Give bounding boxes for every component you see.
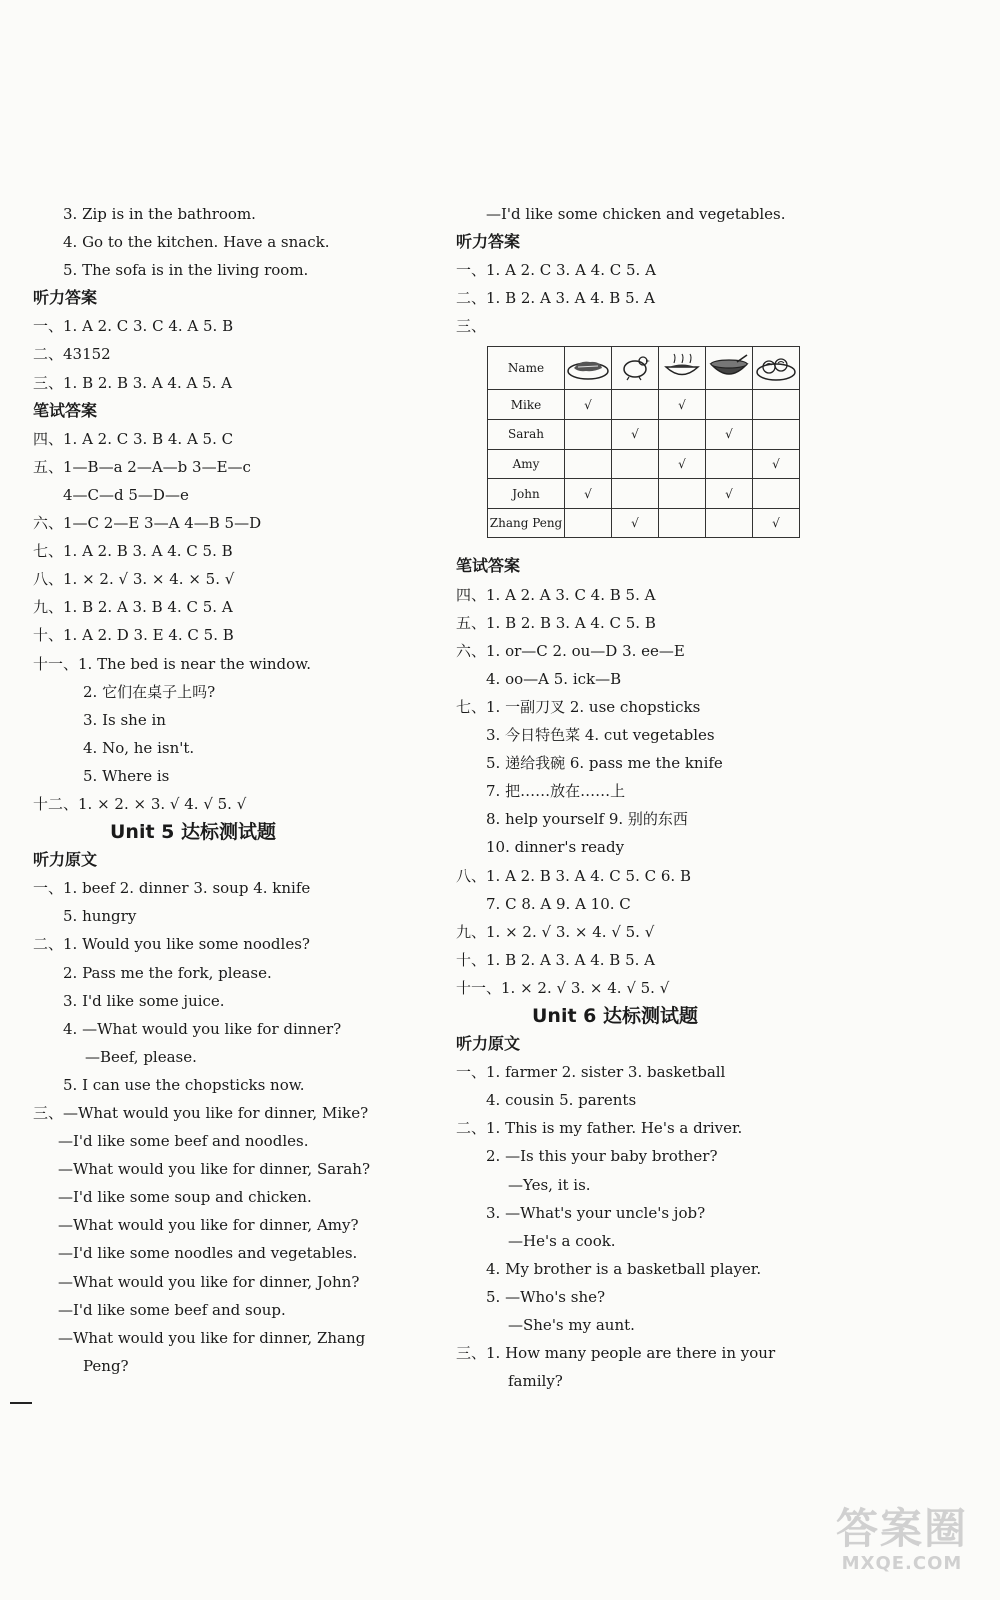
table-header-food-4 <box>753 347 800 390</box>
text-line: 二、1. Would you like some noodles? <box>33 935 310 954</box>
table-cell-empty <box>565 420 612 450</box>
vegetables-icon <box>754 371 798 385</box>
text-line: —I'd like some soup and chicken. <box>58 1188 312 1207</box>
table-row <box>488 390 800 420</box>
table-cell-check: √ <box>612 420 659 450</box>
text-line: 5. 递给我碗 6. pass me the knife <box>486 754 723 773</box>
text-line: family? <box>508 1372 563 1391</box>
text-line: 二、1. B 2. A 3. A 4. B 5. A <box>456 289 656 308</box>
table-cell-empty <box>612 449 659 479</box>
text-line: 三、 <box>456 317 487 336</box>
text-line: 九、1. × 2. √ 3. × 4. √ 5. √ <box>456 922 655 941</box>
watermark-logo-text: 答案圈 <box>835 1504 968 1553</box>
section-heading: 笔试答案 <box>456 556 521 576</box>
table-header-food-3 <box>706 347 753 390</box>
table-header-food-0 <box>565 347 612 390</box>
text-line: —I'd like some beef and noodles. <box>58 1132 309 1151</box>
table-cell-name: Zhang Peng <box>488 508 565 538</box>
table-cell-empty <box>659 479 706 509</box>
text-line: 七、1. 一副刀叉 2. use chopsticks <box>456 697 701 716</box>
table-cell-empty <box>612 390 659 420</box>
table-cell-empty <box>659 508 706 538</box>
text-line: —She's my aunt. <box>508 1316 635 1334</box>
food-table <box>487 346 800 538</box>
noodles-icon <box>660 371 704 385</box>
table-cell-check: √ <box>659 449 706 479</box>
text-line: 5. Where is <box>83 766 170 785</box>
table-row <box>488 508 800 538</box>
table-header-name: Name <box>488 347 565 390</box>
text-line: 一、1. A 2. C 3. A 4. C 5. A <box>456 261 656 280</box>
table-row <box>488 449 800 479</box>
text-line: 八、1. A 2. B 3. A 4. C 5. C 6. B <box>456 866 691 885</box>
text-line: —I'd like some noodles and vegetables. <box>58 1244 358 1263</box>
text-line: 3. —What's your uncle's job? <box>486 1203 706 1222</box>
section-heading: 听力答案 <box>33 288 98 308</box>
table-cell-check: √ <box>706 420 753 450</box>
text-line: 七、1. A 2. B 3. A 4. C 5. B <box>33 542 233 561</box>
text-line: 五、1—B—a 2—A—b 3—E—c <box>33 457 251 476</box>
section-heading: 听力原文 <box>33 850 98 870</box>
text-line: —Beef, please. <box>85 1047 197 1066</box>
section-heading: 听力答案 <box>456 232 521 252</box>
text-line: 8. help yourself 9. 别的东西 <box>486 810 688 829</box>
text-line: 三、—What would you like for dinner, Mike? <box>33 1104 369 1122</box>
text-line: 一、1. beef 2. dinner 3. soup 4. knife <box>33 879 311 898</box>
table-cell-check: √ <box>565 479 612 509</box>
text-line: 九、1. B 2. A 3. B 4. C 5. A <box>33 598 233 617</box>
table-cell-empty <box>753 420 800 450</box>
watermark-url: MXQE.COM <box>841 1553 963 1574</box>
table-cell-empty <box>612 479 659 509</box>
text-line: 一、1. A 2. C 3. C 4. A 5. B <box>33 317 234 336</box>
table-body <box>488 390 800 538</box>
table-cell-name: Amy <box>488 449 565 479</box>
text-line: 4. My brother is a basketball player. <box>486 1259 762 1278</box>
text-line: —What would you like for dinner, Amy? <box>58 1216 359 1235</box>
text-line: 二、43152 <box>33 345 111 364</box>
text-line: 2. 它们在桌子上吗? <box>83 682 216 701</box>
text-line: 3. 今日特色菜 4. cut vegetables <box>486 726 715 745</box>
right-column <box>456 200 976 1395</box>
text-line: 二、1. This is my father. He's a driver. <box>456 1119 743 1138</box>
text-line: —What would you like for dinner, John? <box>58 1272 360 1291</box>
text-line: 3. I'd like some juice. <box>63 991 225 1010</box>
text-line: 十一、1. The bed is near the window. <box>33 654 312 673</box>
text-line: 5. I can use the chopsticks now. <box>63 1075 305 1094</box>
beef-icon <box>566 371 610 385</box>
text-line: 5. hungry <box>63 907 137 926</box>
text-line: 5. The sofa is in the living room. <box>63 261 309 280</box>
table-cell-name: Mike <box>488 390 565 420</box>
watermark <box>822 1505 982 1583</box>
text-line: 四、1. A 2. C 3. B 4. A 5. C <box>33 429 234 448</box>
left-column <box>33 200 433 1380</box>
text-line: 5. —Who's she? <box>486 1287 606 1306</box>
text-line: 4. cousin 5. parents <box>486 1091 637 1110</box>
text-line: —Yes, it is. <box>508 1175 591 1194</box>
text-line: —He's a cook. <box>508 1231 616 1250</box>
text-line: 十二、1. × 2. × 3. √ 4. √ 5. √ <box>33 794 247 813</box>
text-line: 7. C 8. A 9. A 10. C <box>486 894 631 913</box>
unit-title: Unit 5 达标测试题 <box>110 821 276 844</box>
table-row <box>488 479 800 509</box>
text-line: 三、1. How many people are there in your <box>456 1344 776 1363</box>
table-cell-check: √ <box>753 508 800 538</box>
table-cell-check: √ <box>565 390 612 420</box>
table-cell-check: √ <box>612 508 659 538</box>
text-line: —I'd like some chicken and vegetables. <box>486 205 786 223</box>
table-header-food-2 <box>659 347 706 390</box>
section-heading: 听力原文 <box>456 1034 521 1054</box>
table-cell-name: John <box>488 479 565 509</box>
text-line: Peng? <box>83 1356 129 1375</box>
text-line: 4—C—d 5—D—e <box>63 485 189 504</box>
text-line: 3. Is she in <box>83 710 166 729</box>
table-cell-check: √ <box>659 390 706 420</box>
table-cell-empty <box>753 390 800 420</box>
text-line: 3. Zip is in the bathroom. <box>63 205 256 223</box>
table-header-food-1 <box>612 347 659 390</box>
table-cell-name: Sarah <box>488 420 565 450</box>
food-table-wrapper <box>456 340 976 552</box>
right-column-top <box>456 200 976 340</box>
table-cell-empty <box>706 449 753 479</box>
text-line: 7. 把……放在……上 <box>486 782 626 801</box>
text-line: 2. —Is this your baby brother? <box>486 1147 718 1166</box>
text-line: 四、1. A 2. A 3. C 4. B 5. A <box>456 585 656 604</box>
table-header-row <box>488 347 800 390</box>
unit-title: Unit 6 达标测试题 <box>532 1004 698 1027</box>
chicken-icon <box>613 371 657 385</box>
right-column-bottom <box>456 552 976 1395</box>
text-line: 2. Pass me the fork, please. <box>63 963 272 982</box>
table-cell-empty <box>565 508 612 538</box>
text-line: 三、1. B 2. B 3. A 4. A 5. A <box>33 373 233 392</box>
table-row <box>488 420 800 450</box>
text-line: 八、1. × 2. √ 3. × 4. × 5. √ <box>33 570 235 589</box>
text-line: 10. dinner's ready <box>486 838 625 857</box>
text-line: 十、1. B 2. A 3. A 4. B 5. A <box>456 950 656 969</box>
text-line: 十、1. A 2. D 3. E 4. C 5. B <box>33 626 234 645</box>
table-cell-empty <box>565 449 612 479</box>
text-line: 六、1. or—C 2. ou—D 3. ee—E <box>456 641 685 660</box>
table-cell-empty <box>706 390 753 420</box>
table-cell-check: √ <box>753 449 800 479</box>
text-line: 4. No, he isn't. <box>83 738 195 757</box>
section-heading: 笔试答案 <box>33 400 98 420</box>
page-footer-dash <box>10 1402 32 1404</box>
text-line: —What would you like for dinner, Sarah? <box>58 1160 370 1179</box>
soup-icon <box>707 371 751 385</box>
table-cell-empty <box>659 420 706 450</box>
text-line: 4. Go to the kitchen. Have a snack. <box>63 233 330 252</box>
text-line: 五、1. B 2. B 3. A 4. C 5. B <box>456 613 656 632</box>
table-cell-empty <box>706 508 753 538</box>
text-line: 一、1. farmer 2. sister 3. basketball <box>456 1063 726 1082</box>
text-line: 十一、1. × 2. √ 3. × 4. √ 5. √ <box>456 978 670 997</box>
text-line: 六、1—C 2—E 3—A 4—B 5—D <box>33 514 262 533</box>
table-cell-check: √ <box>706 479 753 509</box>
table-cell-empty <box>753 479 800 509</box>
text-line: 4. oo—A 5. ick—B <box>486 669 622 688</box>
text-line: 4. —What would you like for dinner? <box>63 1019 342 1038</box>
text-line: —What would you like for dinner, Zhang <box>58 1328 366 1347</box>
text-line: —I'd like some beef and soup. <box>58 1300 286 1319</box>
